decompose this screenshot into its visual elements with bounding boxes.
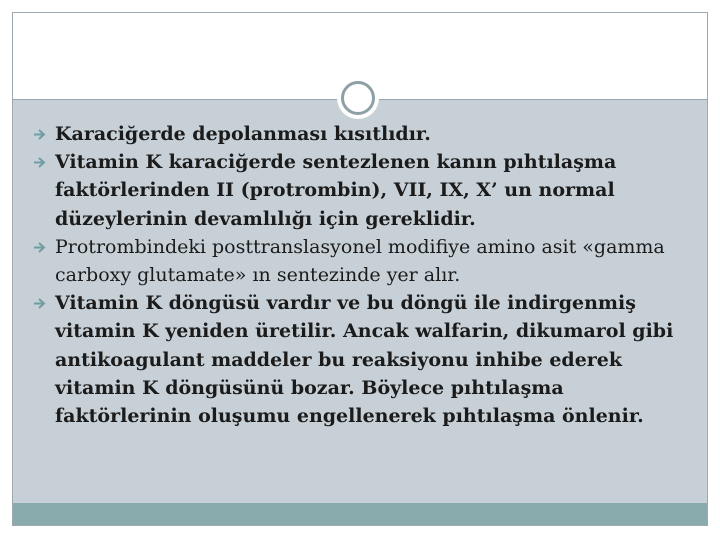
bullet-item <box>31 120 706 148</box>
bullet-text: Vitamin K karaciğerde sentezlenen kanın pıhtılaşma faktörlerinden II (protrombin), VII, IX, X’ un normal düzeylerinin devamlılığı için gereklidir. <box>55 151 617 230</box>
bullet-text: Protrombindeki posttranslasyonel modifiye amino asit «gamma carboxy glutamate» ın sentezinde yer alır. <box>55 235 665 287</box>
bullet-item <box>31 233 706 289</box>
arrow-bullet-icon <box>33 297 49 310</box>
arrow-bullet-icon <box>33 128 49 141</box>
arrow-bullet-icon <box>33 156 49 169</box>
circle-ornament-icon <box>341 81 375 115</box>
footer-bar <box>13 503 707 525</box>
bullet-text: Vitamin K döngüsü vardır ve bu döngü ile indirgenmiş vitamin K yeniden üretilir. Ancak walfarin, dikumarol gibi antikoagulant maddeler bu reaksiyonu inhibe ederek vitamin K döngüsünü bozar. Böylece pıhtılaşma faktörlerinin oluşumu engellenerek pıhtılaşma önlenir. <box>55 292 674 428</box>
arrow-bullet-icon <box>33 241 49 254</box>
bullet-item <box>31 289 706 430</box>
bullet-text: Karaciğerde depolanması kısıtlıdır. <box>55 123 431 145</box>
slide <box>12 12 708 526</box>
bullet-list <box>31 120 706 430</box>
bullet-item <box>31 148 706 233</box>
